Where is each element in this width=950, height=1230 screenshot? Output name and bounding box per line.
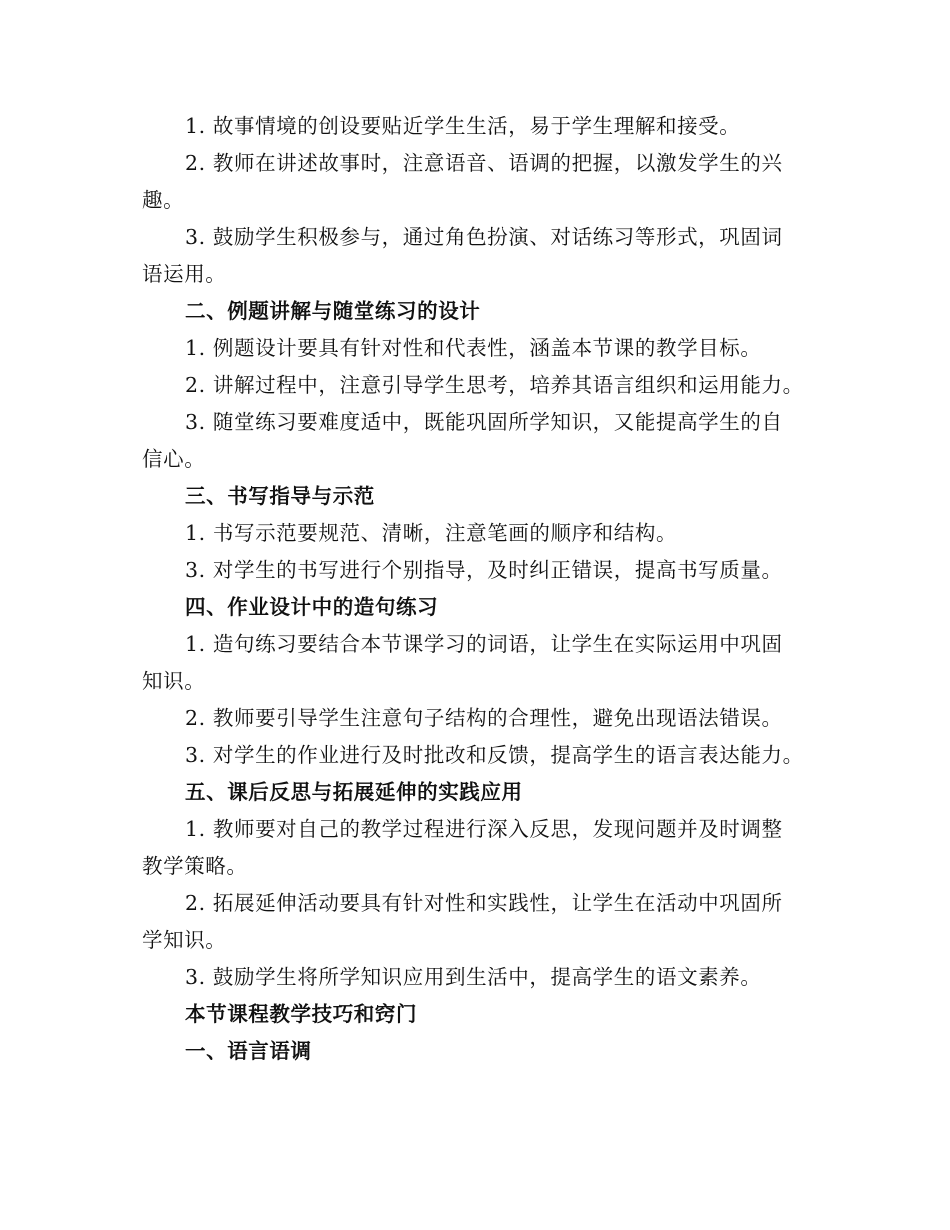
list-item-continuation: 教学策略。	[142, 854, 248, 878]
list-item: 2. 讲解过程中，注意引导学生思考，培养其语言组织和运用能力。	[185, 373, 804, 397]
list-item: 3. 随堂练习要难度适中，既能巩固所学知识，又能提高学生的自	[185, 410, 783, 434]
section-heading: 四、作业设计中的造句练习	[185, 595, 439, 619]
list-item: 1. 例题设计要具有针对性和代表性，涵盖本节课的教学目标。	[185, 336, 762, 360]
list-item-continuation: 趣。	[142, 188, 185, 212]
section-heading: 三、书写指导与示范	[185, 484, 375, 508]
section-heading: 二、例题讲解与随堂练习的设计	[185, 299, 481, 323]
list-item-continuation: 知识。	[142, 669, 206, 693]
list-item-continuation: 语运用。	[142, 262, 227, 286]
list-item: 2. 教师在讲述故事时，注意语音、语调的把握，以激发学生的兴	[185, 151, 783, 175]
list-item: 3. 鼓励学生将所学知识应用到生活中，提高学生的语文素养。	[185, 965, 762, 989]
list-item: 1. 书写示范要规范、清晰，注意笔画的顺序和结构。	[185, 521, 678, 545]
list-item-continuation: 信心。	[142, 447, 206, 471]
list-item-continuation: 学知识。	[142, 928, 227, 952]
section-heading: 本节课程教学技巧和窍门	[185, 1002, 418, 1026]
list-item: 1. 造句练习要结合本节课学习的词语，让学生在实际运用中巩固	[185, 632, 783, 656]
document-body	[142, 108, 822, 1070]
list-item: 2. 教师要引导学生注意句子结构的合理性，避免出现语法错误。	[185, 706, 783, 730]
list-item: 1. 故事情境的创设要贴近学生生活，易于学生理解和接受。	[185, 114, 741, 138]
list-item: 3. 对学生的书写进行个别指导，及时纠正错误，提高书写质量。	[185, 558, 783, 582]
list-item: 3. 对学生的作业进行及时批改和反馈，提高学生的语言表达能力。	[185, 743, 804, 767]
section-heading: 五、课后反思与拓展延伸的实践应用	[185, 780, 523, 804]
list-item: 3. 鼓励学生积极参与，通过角色扮演、对话练习等形式，巩固词	[185, 225, 783, 249]
list-item: 2. 拓展延伸活动要具有针对性和实践性，让学生在活动中巩固所	[185, 891, 783, 915]
section-heading: 一、语言语调	[185, 1039, 312, 1063]
list-item: 1. 教师要对自己的教学过程进行深入反思，发现问题并及时调整	[185, 817, 783, 841]
